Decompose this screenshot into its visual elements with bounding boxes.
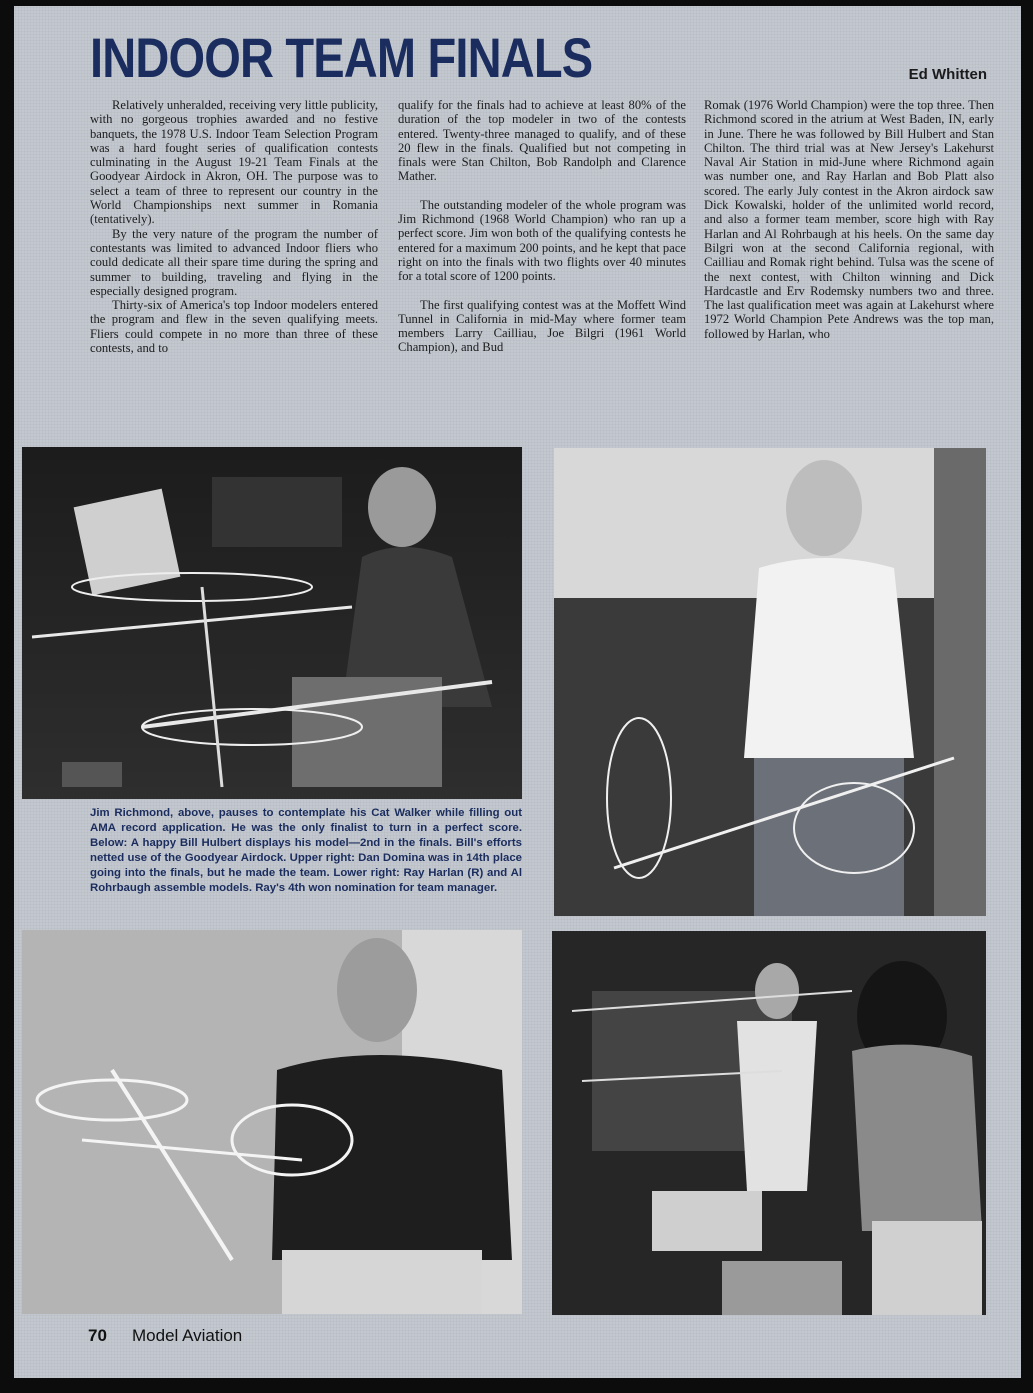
paragraph: Relatively unheralded, receiving very little publicity, with no gorgeous trophies awarded and no festive banquets, the 1978 U.S. Indoor Team Selection Program was a hard fought series of qualification contests culminating in the August 19-21 Team Finals at the Goodyear Airdock in Akron, OH. The purpose was to select a team of three to represent our country in the World Championships next summer in Romania (tentatively). [90,98,378,227]
photo-caption: Jim Richmond, above, pauses to contemplate his Cat Walker while filling out AMA record application. He was the only finalist to turn in a perfect score. Below: A happy Bill Hulbert displays his model—2nd in the finals. Bill's efforts netted use of the Goodyear Airdock. Upper right: Dan Domina was in 14th place going into the finals, but he made the team. Lower right: Ray Harlan (R) and Al Rohrbaugh assemble models. Ray's 4th won nomination for team manager. [90,807,522,894]
article-column-3 [704,98,994,428]
article-column-2 [398,98,686,428]
paragraph: qualify for the finals had to achieve at least 80% of the duration of the top modeler in two of the contests entered. Twenty-three managed to qualify, and of these 20 flew in the finals. Qualified but not competing in finals were Stan Chilton, Bob Randolph and Clarence Mather. [398,98,686,184]
magazine-page [14,6,1021,1378]
photo-bill-hulbert [22,930,522,1314]
paragraph: The outstanding modeler of the whole program was Jim Richmond (1968 World Champion) who ran up a perfect score. Jim won both of the qualifying contests he entered for a maximum 200 points, and he kept that pace right on into the finals with two flights over 40 minutes for a total score of 1200 points. [398,197,686,284]
article-byline: Ed Whitten [908,66,987,83]
paragraph: By the very nature of the program the number of contestants was limited to advanced Indoor fliers who could dedicate all their spare time during the spring and summer to building, traveling and flying in the especially designed program. [90,226,378,298]
paragraph: Thirty-six of America's top Indoor modelers entered the program and flew in the seven qualifying meets. Fliers could compete in no more than three of these contests, and to [90,298,378,356]
paragraph: Romak (1976 World Champion) were the top three. Then Richmond scored in the atrium at West Baden, IN, early in June. There he was followed by Bill Hulbert and Stan Chilton. The third trial was at New Jersey's Lakehurst Naval Air Station in mid-June where Richmond again was number one, and Ray Harlan and Bob Platt also scored. The early July contest in the Akron airdock saw Dick Kowalski, holder of the unlimited world record, and also a former team member, score high with Ray Harlan and Al Rohrbaugh at his heels. On the same day Bilgri won at the second California regional, with Cailliau and Romak right behind. Tulsa was the scene of the next contest, with Chilton winning and Dick Hardcastle and Erv Rodemsky numbers two and three. The last qualification meet was again at Lakehurst where 1972 World Champion Pete Andrews was the top man, followed by Harlan, who [704,98,994,341]
article-title: INDOOR TEAM FINALS [90,26,593,89]
page-number: 70 [88,1326,107,1345]
photo-jim-richmond [22,447,522,799]
magazine-name: Model Aviation [132,1326,243,1345]
photo-dan-domina [554,448,986,916]
article-column-1 [90,98,378,428]
photo-harlan-rohrbaugh [552,931,986,1315]
paragraph: The first qualifying contest was at the Moffett Wind Tunnel in California in mid-May where former team members Larry Cailliau, Joe Bilgri (1961 World Champion), and Bud [398,297,686,355]
